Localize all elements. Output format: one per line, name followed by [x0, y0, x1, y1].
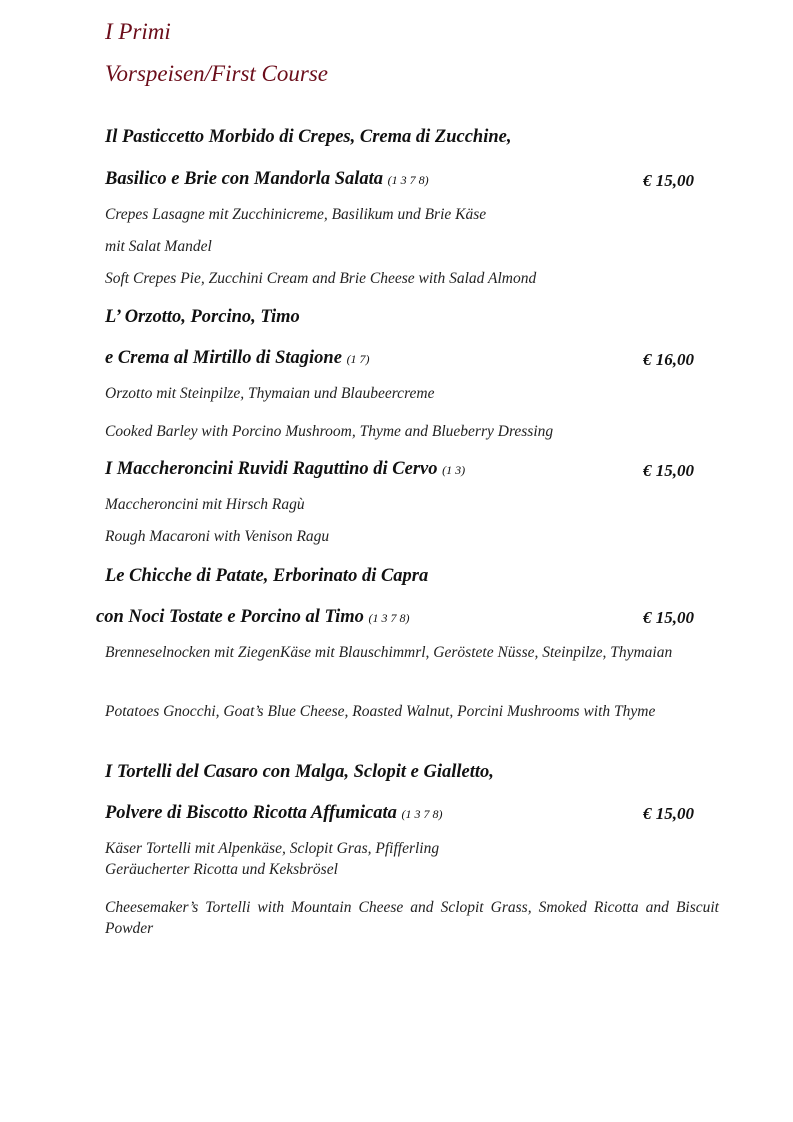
- dish-1-name-line2: [105, 169, 429, 190]
- dish-2-name: e Crema al Mirtillo di Stagione: [105, 348, 342, 368]
- dish-5-desc-de-2: Geräucherter Ricotta und Keksbrösel: [105, 861, 338, 878]
- dish-1-name: Basilico e Brie con Mandorla Salata: [105, 169, 384, 189]
- dish-3-allergens: (1 3): [442, 463, 466, 477]
- dish-4-desc-en: Potatoes Gnocchi, Goat’s Blue Cheese, Roasted Walnut, Porcini Mushrooms with Thyme: [105, 703, 656, 720]
- dish-4-name-line1: Le Chicche di Patate, Erborinato di Capra: [105, 566, 429, 586]
- dish-1-desc-de-1: Crepes Lasagne mit Zucchinicreme, Basilikum und Brie Käse: [105, 206, 487, 223]
- dish-4-desc-de: Brenneselnocken mit ZiegenKäse mit Blauschimmrl, Geröstete Nüsse, Steinpilze, Thymaian: [105, 644, 673, 661]
- dish-5-allergens: (1 3 7 8): [401, 807, 443, 821]
- menu-section-subtitle: Vorspeisen/First Course: [105, 61, 328, 86]
- dish-1-name-line1: Il Pasticcetto Morbido di Crepes, Crema di Zucchine,: [105, 127, 512, 147]
- dish-3-desc-de: Maccheroncini mit Hirsch Ragù: [105, 496, 305, 513]
- dish-5-name-line1: I Tortelli del Casaro con Malga, Sclopit e Gialletto,: [105, 762, 494, 782]
- dish-4-price: € 15,00: [643, 608, 694, 627]
- dish-1-allergens: (1 3 7 8): [387, 173, 429, 187]
- dish-2-name-line1: L’ Orzotto, Porcino, Timo: [105, 307, 300, 327]
- dish-1-price: € 15,00: [643, 171, 694, 190]
- dish-2-price: € 16,00: [643, 350, 694, 369]
- dish-2-name-line2: [105, 348, 370, 369]
- dish-1-desc-de-2: mit Salat Mandel: [105, 238, 212, 255]
- dish-2-desc-de: Orzotto mit Steinpilze, Thymaian und Blaubeercreme: [105, 385, 435, 402]
- dish-5-desc-de-1: Käser Tortelli mit Alpenkäse, Sclopit Gras, Pfifferling: [105, 840, 440, 857]
- dish-5-name-line2: [105, 803, 443, 824]
- dish-5-name: Polvere di Biscotto Ricotta Affumicata: [105, 803, 397, 823]
- dish-3-desc-en: Rough Macaroni with Venison Ragu: [105, 528, 330, 545]
- dish-2-allergens: (1 7): [346, 352, 370, 366]
- dish-3-price: € 15,00: [643, 461, 694, 480]
- dish-3-name: I Maccheroncini Ruvidi Raguttino di Cervo: [105, 459, 438, 479]
- dish-5-desc-en: Cheesemaker’s Tortelli with Mountain Cheese and Sclopit Grass, Smoked Ricotta and Biscuit Powder: [105, 899, 719, 937]
- dish-1-desc-en: Soft Crepes Pie, Zucchini Cream and Brie Cheese with Salad Almond: [105, 270, 537, 287]
- dish-4-name: con Noci Tostate e Porcino al Timo: [96, 607, 364, 627]
- dish-5-price: € 15,00: [643, 804, 694, 823]
- dish-4-name-line2: [96, 607, 410, 628]
- dish-3-name-line1: [105, 459, 465, 480]
- dish-4-allergens: (1 3 7 8): [368, 611, 410, 625]
- menu-section-title: I Primi: [105, 19, 171, 44]
- dish-2-desc-en: Cooked Barley with Porcino Mushroom, Thyme and Blueberry Dressing: [105, 423, 554, 440]
